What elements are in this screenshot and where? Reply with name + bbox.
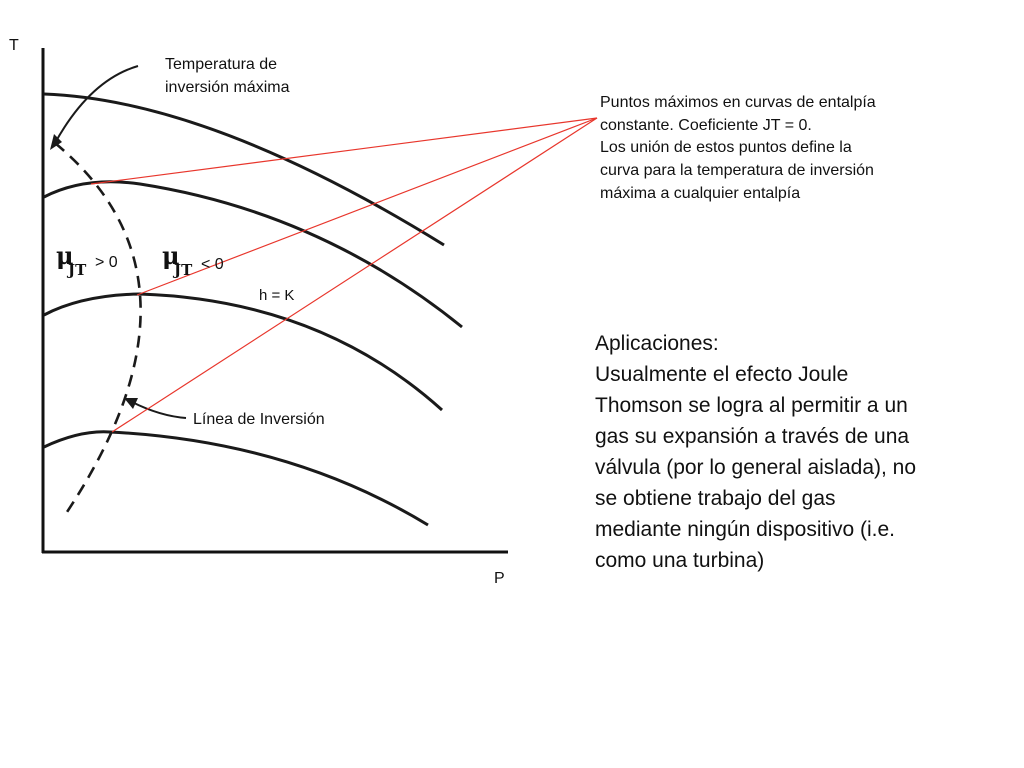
- applications-line: mediante ningún dispositivo (i.e.: [595, 518, 896, 541]
- mu-jt-negative-symbol: μ: [162, 241, 180, 270]
- mu-jt-positive-relation: > 0: [95, 254, 118, 271]
- callout-line: Puntos máximos en curvas de entalpía: [600, 94, 876, 111]
- applications-line: gas su expansión a través de una: [595, 425, 910, 448]
- max-inversion-label-line1: Temperatura de: [165, 56, 278, 73]
- callout-line: máxima a cualquier entalpía: [600, 185, 801, 202]
- applications-line: Usualmente el efecto Joule: [595, 363, 849, 386]
- mu-jt-negative-subscript: JT: [174, 261, 193, 279]
- p-axis-label: P: [494, 570, 505, 587]
- applications-line: válvula (por lo general aislada), no: [595, 456, 917, 479]
- applications-heading: Aplicaciones:: [595, 332, 719, 355]
- callout-line: constante. Coeficiente JT = 0.: [600, 117, 812, 134]
- mu-jt-positive-symbol: μ: [56, 241, 74, 270]
- applications-line: Thomson se logra al permitir a un: [595, 394, 908, 417]
- enthalpy-curve-3: [44, 294, 442, 410]
- enthalpy-curve-4: [44, 432, 428, 525]
- constant-enthalpy-label: h = K: [259, 287, 295, 304]
- applications-line: como una turbina): [595, 549, 765, 572]
- callout-line: Los unión de estos puntos define la: [600, 139, 852, 156]
- max-inversion-label-line2: inversión máxima: [165, 79, 290, 96]
- inversion-line-arrow: [132, 402, 186, 418]
- inversion-line: [55, 143, 141, 512]
- inversion-line-label: Línea de Inversión: [193, 411, 325, 428]
- applications-text: [595, 328, 975, 576]
- applications-line: se obtiene trabajo del gas: [595, 487, 836, 510]
- leader-line-1: [91, 118, 597, 184]
- callout: [600, 94, 876, 202]
- mu-jt-negative-relation: < 0: [201, 256, 224, 273]
- enthalpy-curve-1: [44, 94, 444, 245]
- callout-line: curva para la temperatura de inversión: [600, 162, 874, 179]
- mu-jt-positive-subscript: JT: [68, 261, 87, 279]
- t-axis-label: T: [9, 37, 19, 54]
